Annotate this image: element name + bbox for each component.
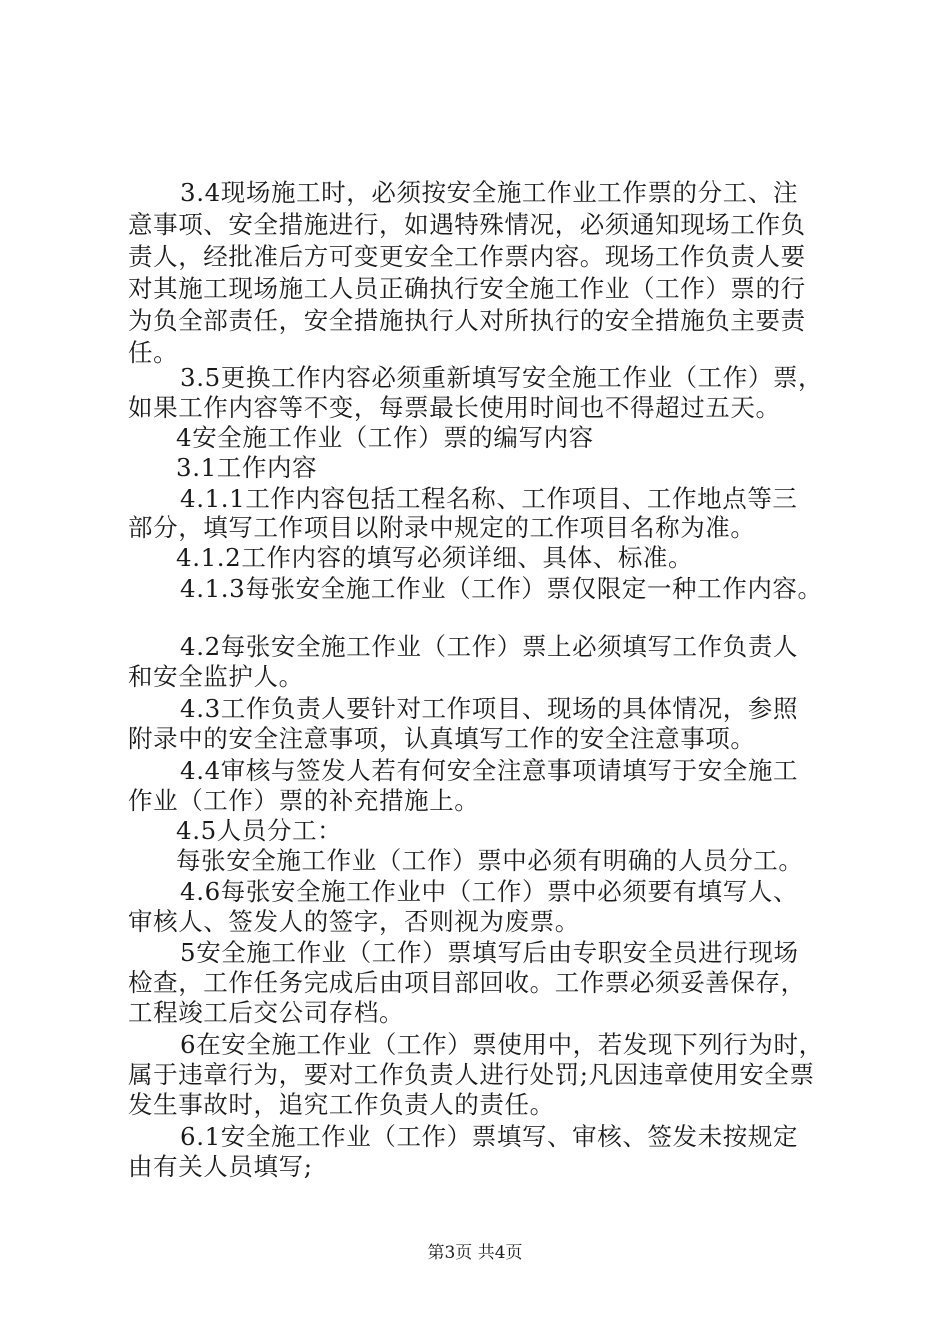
paragraph-line: 4.4审核与签发人若有何安全注意事项请填写于安全施工 [180,756,799,785]
paragraph-line: 属于违章行为，要对工作负责人进行处罚;凡因违章使用安全票 [128,1060,815,1089]
section-heading: 3.1工作内容 [176,453,318,482]
paragraph-line: 发生事故时，追究工作负责人的责任。 [128,1090,555,1119]
paragraph-line: 4.1.3每张安全施工作业（工作）票仅限定一种工作内容。 [180,574,823,603]
paragraph-line: 审核人、签发人的签字，否则视为废票。 [128,907,580,936]
paragraph-line: 责人，经批准后方可变更安全工作票内容。现场工作负责人要 [128,242,806,271]
paragraph-line: 附录中的安全注意事项，认真填写工作的安全注意事项。 [128,724,756,753]
paragraph-line: 6在安全施工作业（工作）票使用中，若发现下列行为时， [180,1030,824,1059]
paragraph-line: 4.6每张安全施工作业中（工作）票中必须要有填写人、 [180,877,799,906]
paragraph-line: 由有关人员填写; [128,1152,313,1181]
paragraph-line: 3.4现场施工时，必须按安全施工作业工作票的分工、注 [180,178,799,207]
paragraph-line: 4.1.2工作内容的填写必须详细、具体、标准。 [176,543,694,572]
paragraph-line: 检查，工作任务完成后由项目部回收。工作票必须妥善保存， [128,968,806,997]
paragraph-line: 4.5人员分工： [176,816,343,845]
paragraph-line: 为负全部责任，安全措施执行人对所执行的安全措施负主要责 [128,306,806,335]
paragraph-line: 任。 [128,338,179,367]
paragraph-line: 6.1安全施工作业（工作）票填写、审核、签发未按规定 [180,1122,799,1151]
paragraph-line: 每张安全施工作业（工作）票中必须有明确的人员分工。 [176,846,804,875]
paragraph-line: 意事项、安全措施进行，如遇特殊情况，必须通知现场工作负 [128,210,806,239]
paragraph-line: 4.2每张安全施工作业（工作）票上必须填写工作负责人 [180,632,799,661]
paragraph-line: 工程竣工后交公司存档。 [128,998,405,1027]
paragraph-line: 4.1.1工作内容包括工程名称、工作项目、工作地点等三 [180,484,798,513]
paragraph-line: 5安全施工作业（工作）票填写后由专职安全员进行现场 [180,938,799,967]
paragraph-line: 作业（工作）票的补充措施上。 [128,786,480,815]
paragraph-line: 部分，填写工作项目以附录中规定的工作项目名称为准。 [128,513,756,542]
paragraph-line: 3.5更换工作内容必须重新填写安全施工作业（工作）票， [180,363,824,392]
paragraph-line: 4.3工作负责人要针对工作项目、现场的具体情况，参照 [180,694,799,723]
section-heading: 4安全施工作业（工作）票的编写内容 [176,423,594,452]
paragraph-line: 如果工作内容等不变，每票最长使用时间也不得超过五天。 [128,393,781,422]
paragraph-line: 和安全监护人。 [128,662,304,691]
page-number-footer: 第3页 共4页 [427,1243,523,1263]
paragraph-line: 对其施工现场施工人员正确执行安全施工作业（工作）票的行 [128,274,806,303]
